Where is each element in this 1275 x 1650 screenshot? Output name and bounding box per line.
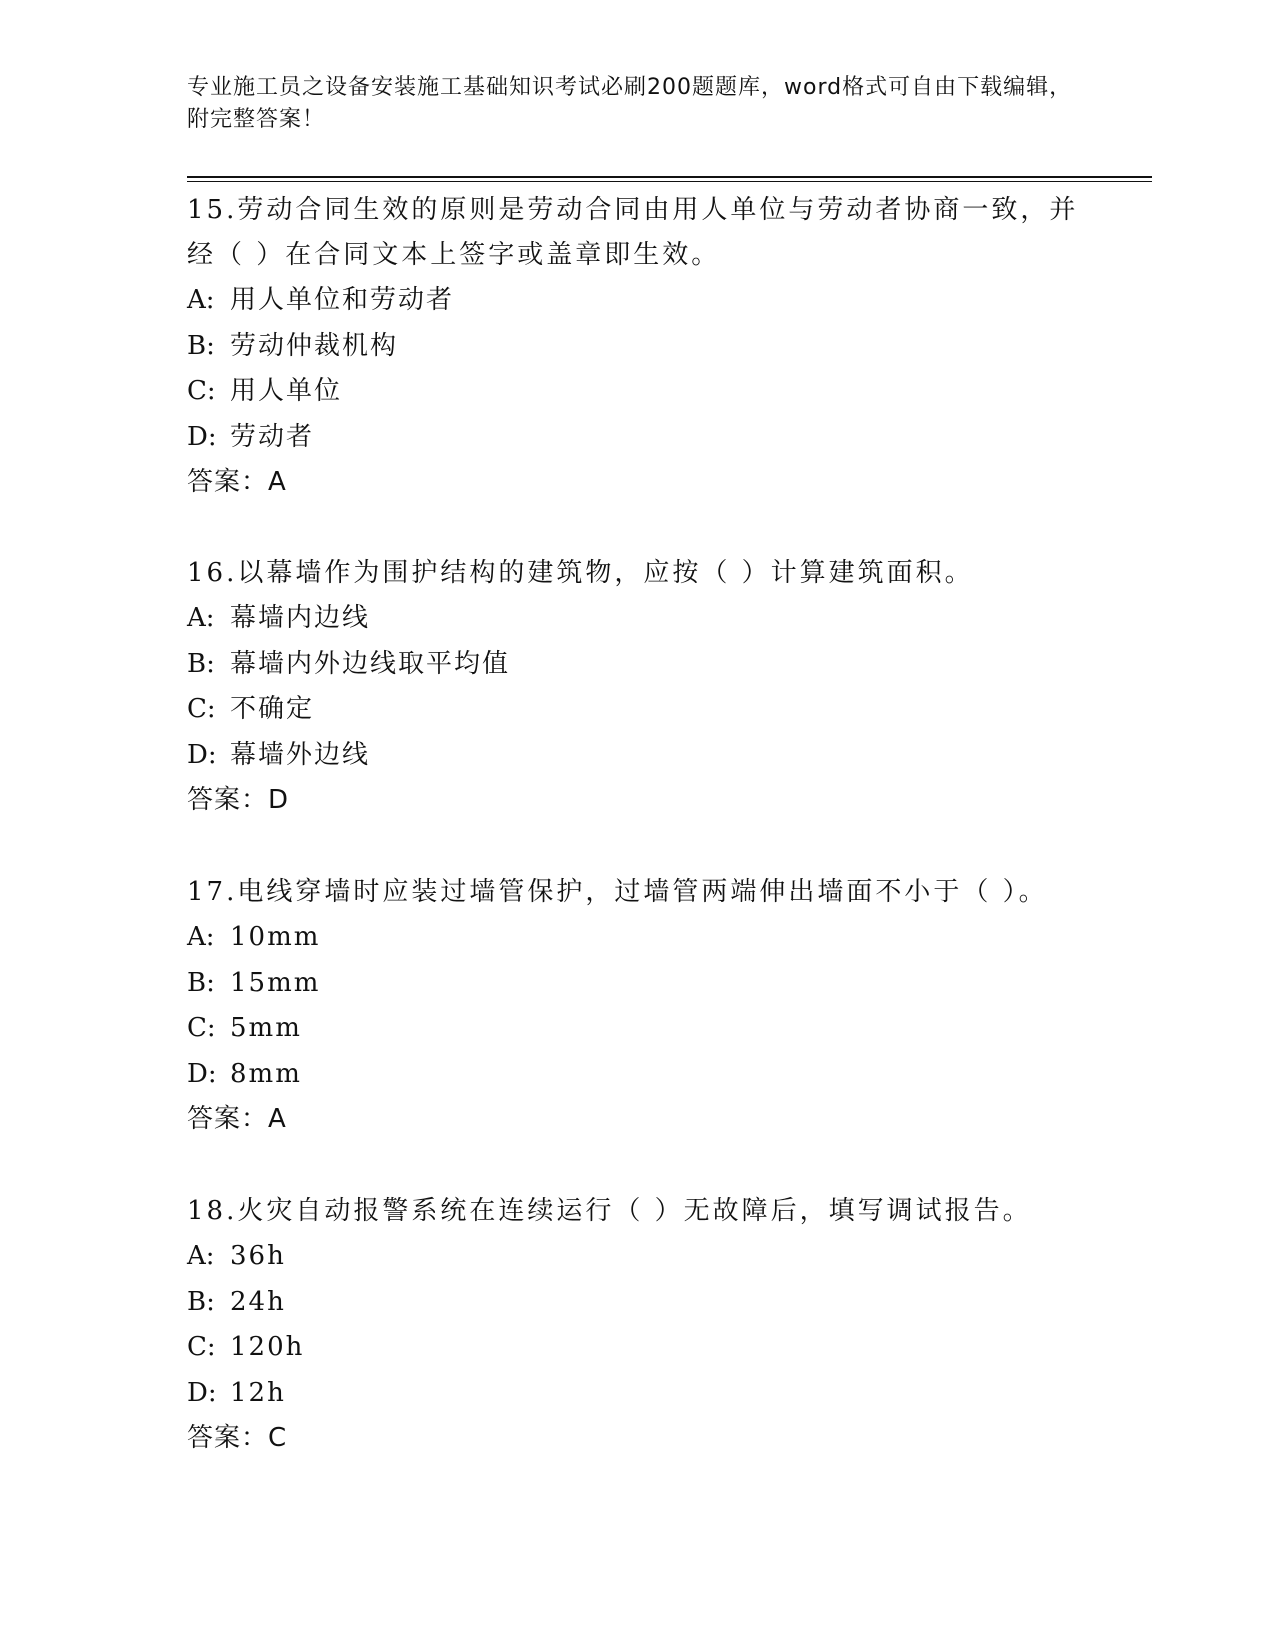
question-stem: 16.以幕墙作为围护结构的建筑物，应按（ ）计算建筑面积。 xyxy=(187,558,974,588)
option-a xyxy=(187,278,1087,324)
option-letter: C: xyxy=(187,1013,216,1043)
option-c xyxy=(187,369,1087,415)
option-a xyxy=(187,1234,1087,1280)
answer-line: 答案：A xyxy=(187,467,287,497)
option-text: 幕墙内边线 xyxy=(230,603,371,633)
option-letter: D: xyxy=(187,739,217,770)
option-text: 10mm xyxy=(230,922,321,952)
option-letter: A: xyxy=(187,603,215,633)
question-17 xyxy=(187,870,1087,1142)
option-d xyxy=(187,733,1087,779)
question-15 xyxy=(187,188,1087,505)
option-b xyxy=(187,1280,1087,1326)
option-text: 12h xyxy=(230,1377,286,1408)
question-stem: 15.劳动合同生效的原则是劳动合同由用人单位与劳动者协商一致，并经（ ）在合同文本上签字或盖章即生效。 xyxy=(187,195,1079,270)
option-letter: B: xyxy=(187,967,215,998)
option-text: 用人单位和劳动者 xyxy=(230,285,455,315)
option-a xyxy=(187,915,1087,961)
option-text: 劳动者 xyxy=(230,421,315,452)
option-a xyxy=(187,596,1087,642)
option-text: 劳动仲裁机构 xyxy=(230,330,399,361)
option-c xyxy=(187,1006,1087,1052)
option-c xyxy=(187,1325,1087,1371)
option-b xyxy=(187,961,1087,1007)
answer-line: 答案：C xyxy=(187,1423,288,1453)
answer-line: 答案：D xyxy=(187,785,290,815)
option-text: 幕墙外边线 xyxy=(230,739,371,770)
option-letter: B: xyxy=(187,330,215,361)
option-letter: A: xyxy=(187,1241,215,1271)
option-b xyxy=(187,324,1087,370)
option-letter: D: xyxy=(187,421,217,452)
option-text: 用人单位 xyxy=(230,376,343,406)
header-divider-thin xyxy=(187,181,1152,182)
document-title: 专业施工员之设备安装施工基础知识考试必刷200题题库，word格式可自由下载编辑，附完整答案！ xyxy=(187,75,1073,132)
option-letter: A: xyxy=(187,922,215,952)
option-text: 幕墙内外边线取平均值 xyxy=(230,648,511,679)
question-16 xyxy=(187,551,1087,823)
question-stem: 18.火灾自动报警系统在连续运行（ ）无故障后，填写调试报告。 xyxy=(187,1196,1032,1226)
option-letter: A: xyxy=(187,285,215,315)
option-letter: B: xyxy=(187,648,215,679)
option-letter: B: xyxy=(187,1286,215,1317)
option-text: 15mm xyxy=(230,967,321,998)
option-text: 24h xyxy=(230,1286,286,1317)
answer-line: 答案：A xyxy=(187,1104,287,1134)
option-d xyxy=(187,415,1087,461)
option-text: 120h xyxy=(230,1332,305,1362)
option-letter: C: xyxy=(187,694,216,724)
option-text: 5mm xyxy=(230,1013,302,1043)
option-d xyxy=(187,1052,1087,1098)
option-text: 36h xyxy=(230,1241,286,1271)
option-letter: D: xyxy=(187,1058,217,1089)
option-letter: D: xyxy=(187,1377,217,1408)
question-18 xyxy=(187,1189,1087,1461)
question-stem: 17.电线穿墙时应装过墙管保护，过墙管两端伸出墙面不小于（ ）。 xyxy=(187,877,1048,907)
header-divider-thick xyxy=(187,176,1152,178)
option-letter: C: xyxy=(187,376,216,406)
option-text: 不确定 xyxy=(230,694,315,724)
option-c xyxy=(187,687,1087,733)
option-letter: C: xyxy=(187,1332,216,1362)
option-text: 8mm xyxy=(230,1058,302,1089)
option-d xyxy=(187,1371,1087,1417)
option-b xyxy=(187,642,1087,688)
